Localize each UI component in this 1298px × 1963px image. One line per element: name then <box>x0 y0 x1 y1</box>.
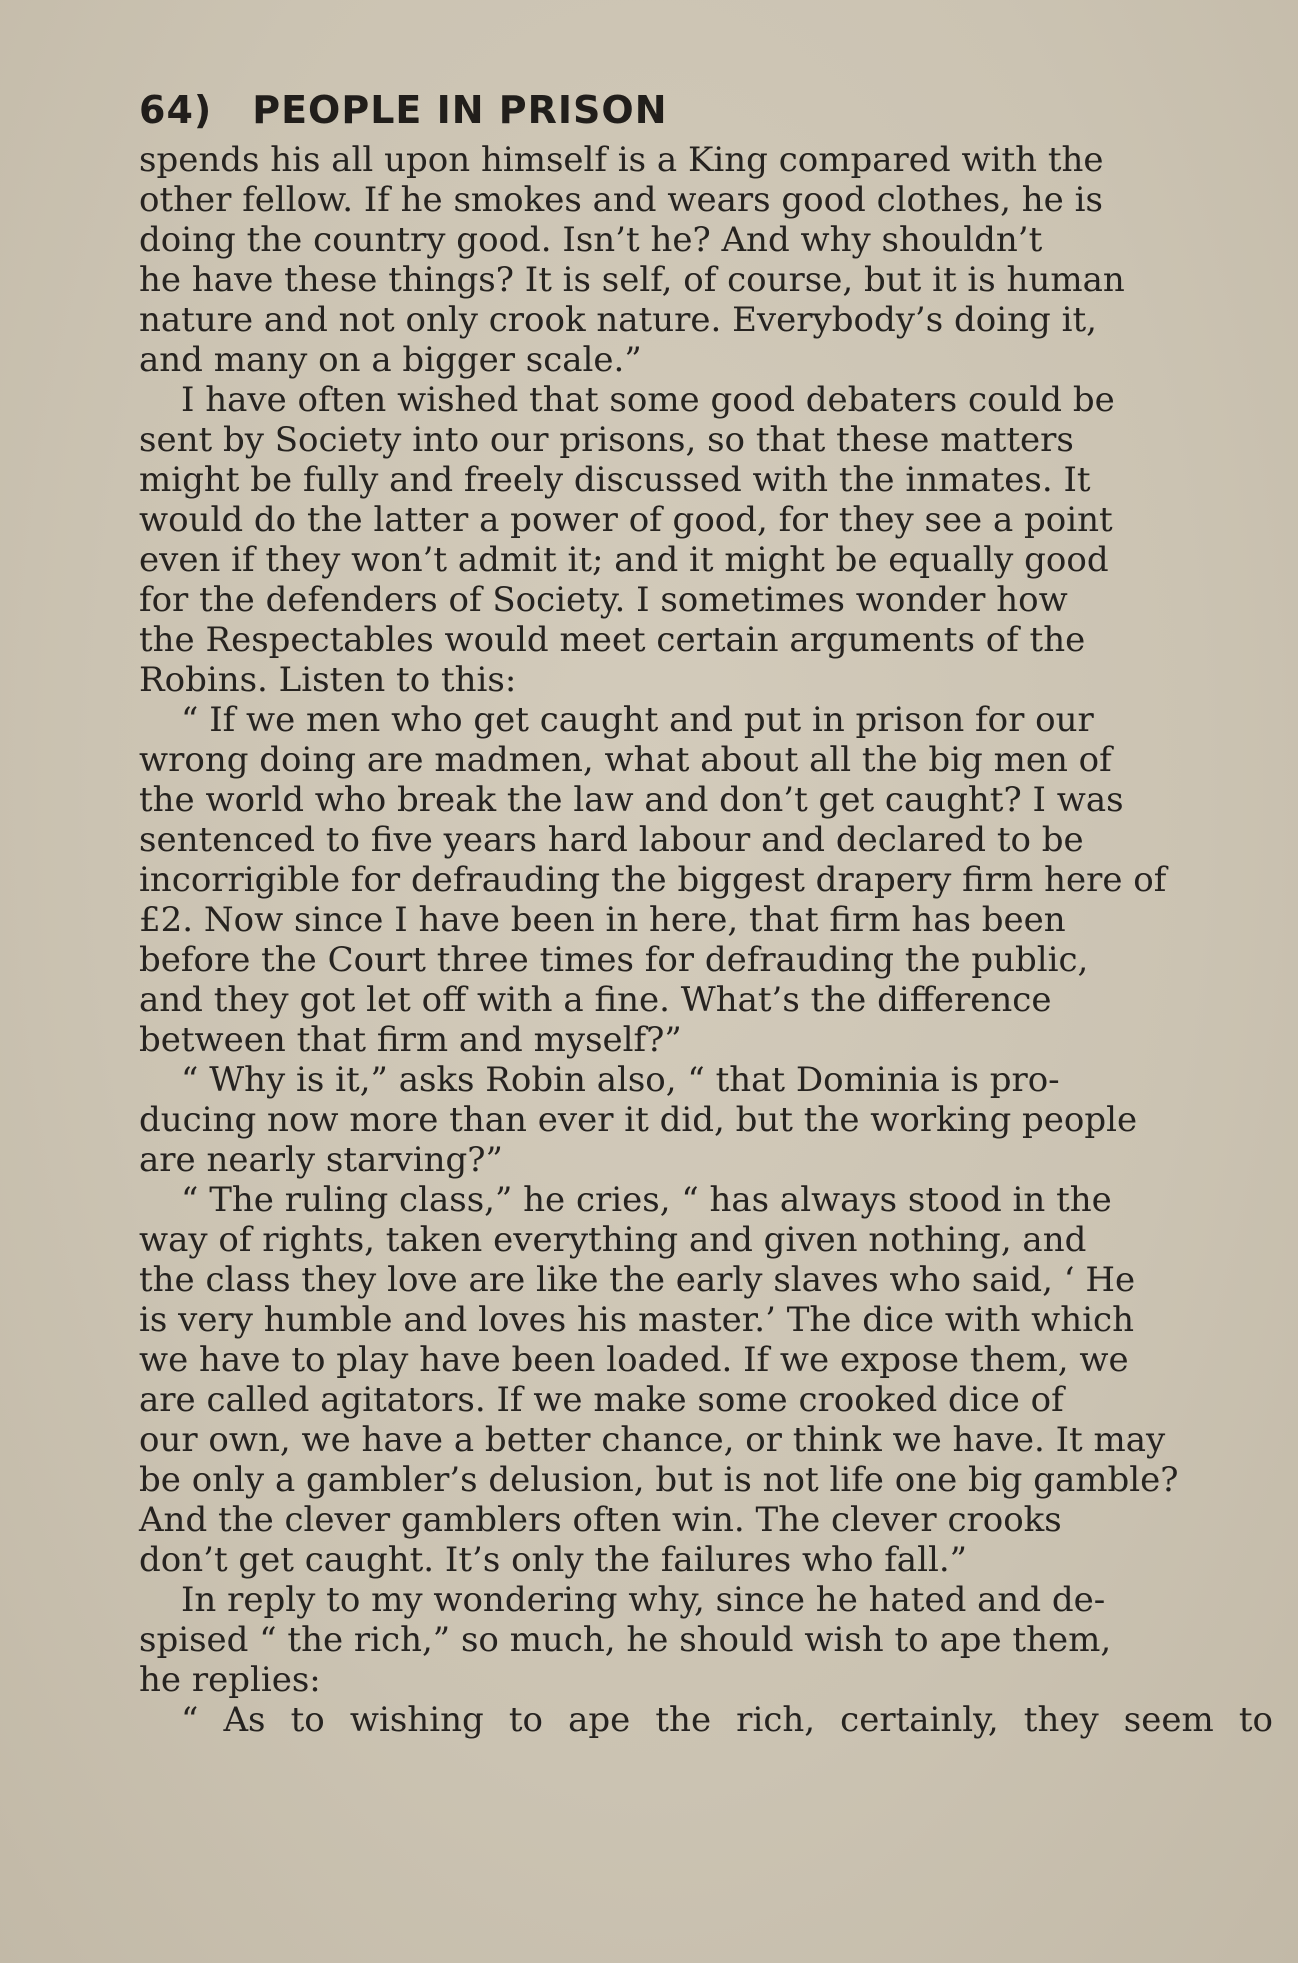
paragraph-3: “ If we men who get caught and put in prison for our wrong doing are madmen, what about all the big men of the world who break the law and don’t get caught? I was sentenced to five years hard labour and declared to be incorrigible for defrauding the biggest drapery firm here of £2. Now since I have been in here, that firm has been before the Court three times for defrauding the public, and they got let off with a fine. What’s the difference between that firm and myself?” <box>139 700 1167 1060</box>
paragraph-7: “ As to wishing to ape the rich, certainly, they seem to <box>181 1700 1273 1740</box>
running-title: PEOPLE IN PRISON <box>252 88 668 132</box>
paragraph-2: I have often wished that some good debaters could be sent by Society into our prisons, so that these matters might be fully and freely discussed with the inmates. It would do the latter a power of good, for they see a point even if they won’t admit it; and it might be equally good for the defenders of Society. I sometimes wonder how the Respectables would meet certain arguments of the Robins. Listen to this: <box>139 380 1115 700</box>
running-header <box>139 84 1273 136</box>
page-number: 64) <box>139 88 213 132</box>
body-text <box>139 140 1273 1740</box>
book-page <box>139 84 1273 1740</box>
paragraph-1: spends his all upon himself is a King compared with the other fellow. If he smokes and wears good clothes, he is doing the country good. Isn’t he? And why shouldn’t he have these things? It is self, of course, but it is human nature and not only crook nature. Everybody’s doing it, and many on a bigger scale.” <box>139 140 1125 380</box>
paragraph-6: In reply to my wondering why, since he hated and de- spised “ the rich,” so much, he should wish to ape them, he replies: <box>139 1580 1112 1700</box>
paragraph-5: “ The ruling class,” he cries, “ has always stood in the way of rights, taken everything and given nothing, and the class they love are like the early slaves who said, ‘ He is very humble and loves his master.’ The dice with which we have to play have been loaded. If we expose them, we are called agitators. If we make some crooked dice of our own, we have a better chance, or think we have. It may be only a gambler’s delusion, but is not life one big gamble? And the clever gamblers often win. The clever crooks don’t get caught. It’s only the failures who fall.” <box>139 1180 1179 1580</box>
paragraph-4: “ Why is it,” asks Robin also, “ that Dominia is pro- ducing now more than ever it did, but the working people are nearly starving?” <box>139 1060 1138 1180</box>
